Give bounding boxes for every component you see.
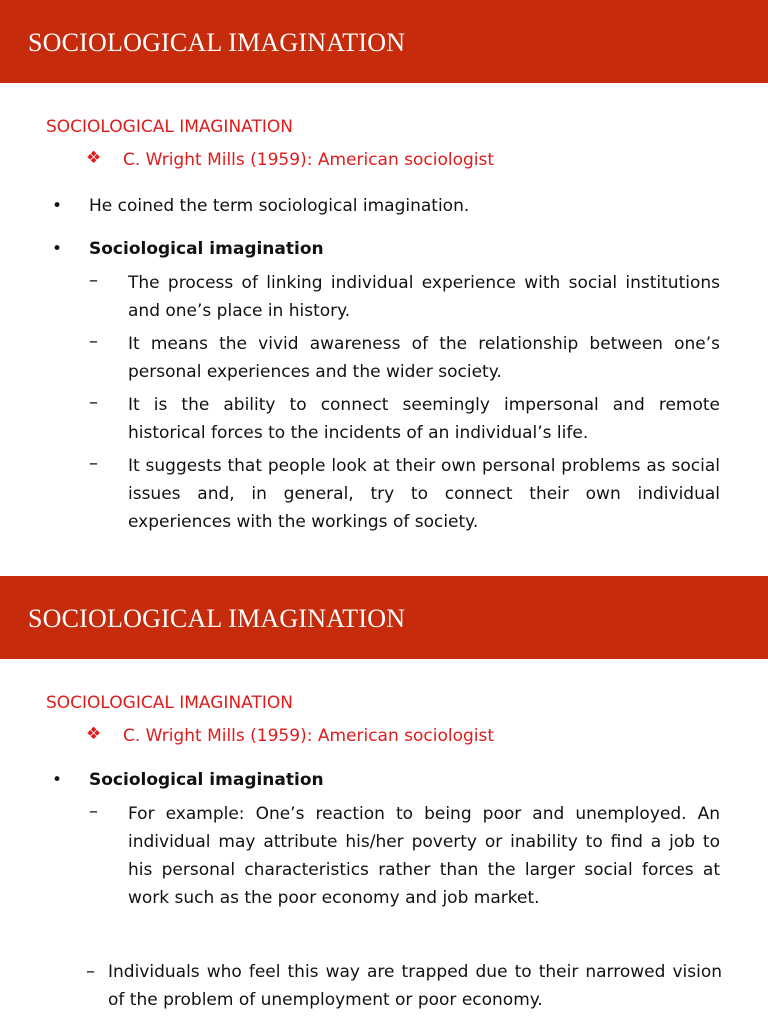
slide-header [0, 0, 768, 83]
slide-2 [0, 576, 768, 1024]
bullet-text: He coined the term sociological imagination. [89, 196, 470, 216]
author-subitem: C. Wright Mills (1959): American sociologist [123, 150, 495, 170]
dash-icon: – [89, 453, 98, 474]
list-item: The process of linking individual experience with social institutions and one’s place in history. [128, 273, 720, 321]
author-subitem: C. Wright Mills (1959): American sociologist [123, 726, 495, 746]
section-subheading: SOCIOLOGICAL IMAGINATION [46, 117, 293, 137]
dash-icon: – [89, 270, 98, 291]
bullet-icon: • [52, 196, 63, 216]
section-subheading: SOCIOLOGICAL IMAGINATION [46, 693, 293, 713]
list-item: It is the ability to connect seemingly impersonal and remote historical forces to the incidents of an individual’s life. [128, 395, 720, 443]
dash-icon: – [89, 801, 98, 822]
slide-title: SOCIOLOGICAL IMAGINATION [28, 604, 406, 633]
list-item: Individuals who feel this way are trapped due to their narrowed vision of the problem of unemployment or poor economy. [108, 962, 722, 1010]
dash-icon: – [86, 961, 95, 982]
diamond-bullet-icon: ❖ [86, 148, 102, 168]
bullet-heading: Sociological imagination [89, 239, 324, 259]
list-item: It suggests that people look at their own personal problems as social issues and, in general, try to connect their own individual experiences with the workings of society. [128, 456, 720, 532]
list-item: It means the vivid awareness of the relationship between one’s personal experiences and the wider society. [128, 334, 720, 382]
bullet-icon: • [52, 239, 63, 259]
diamond-bullet-icon: ❖ [86, 724, 102, 744]
dash-icon: – [89, 392, 98, 413]
slide-title: SOCIOLOGICAL IMAGINATION [28, 28, 406, 57]
bullet-heading: Sociological imagination [89, 770, 324, 790]
list-item: For example: One’s reaction to being poor and unemployed. An individual may attribute his/her poverty or inability to find a job to his personal characteristics rather than the larger social forces at work such as the poor economy and job market. [128, 804, 720, 908]
slide-header [0, 576, 768, 659]
bullet-icon: • [52, 770, 63, 790]
dash-icon: – [89, 331, 98, 352]
